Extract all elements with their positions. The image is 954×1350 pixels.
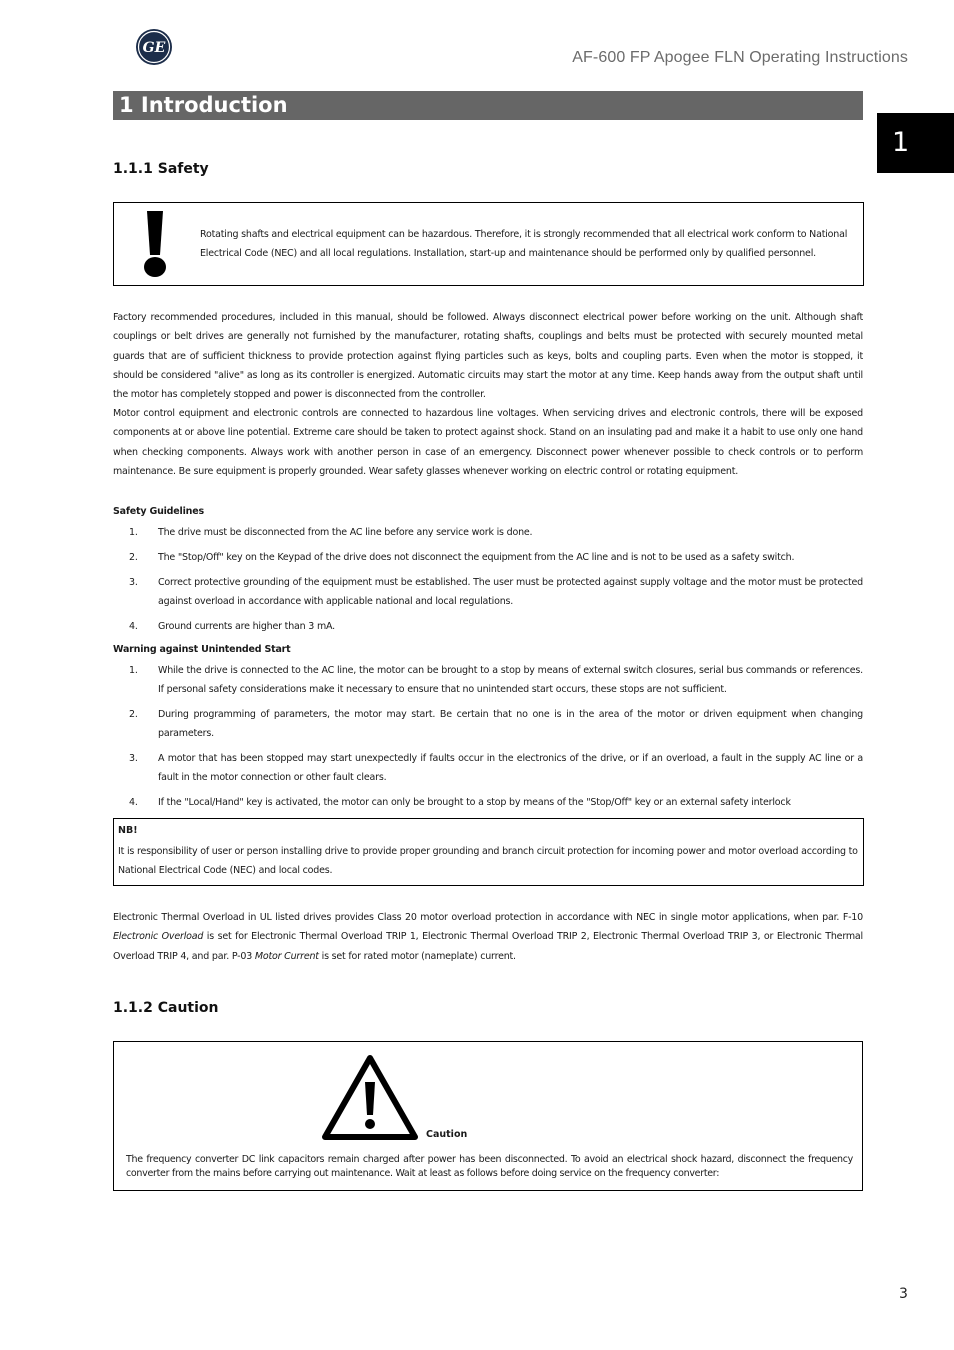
warning-triangle-icon — [320, 1052, 420, 1142]
list-item-number: 3. — [129, 577, 138, 588]
list-item — [113, 705, 863, 743]
list-item-number: 1. — [129, 527, 138, 538]
nb-label: NB! — [118, 825, 138, 836]
list-item-number: 2. — [129, 709, 138, 720]
thermal-text-3: is set for rated motor (nameplate) current. — [318, 950, 516, 962]
list-item — [113, 548, 863, 567]
list-item — [113, 573, 863, 611]
caution-box — [113, 1041, 863, 1191]
chapter-tab: 1 — [877, 113, 954, 173]
list-item — [113, 749, 863, 787]
nb-text: It is responsibility of user or person installing drive to provide proper grounding and branch circuit protection for incoming power and motor overload according to National Electrical Code (NEC) and local codes. — [118, 846, 858, 876]
list-item-number: 1. — [129, 665, 138, 676]
document-title: AF-600 FP Apogee FLN Operating Instructions — [572, 49, 908, 66]
list-item — [113, 523, 863, 542]
list-item-text: The drive must be disconnected from the AC line before any service work is done. — [158, 527, 533, 538]
parameter-name-electronic-overload: Electronic Overload — [113, 931, 204, 943]
list-item-number: 4. — [129, 621, 138, 632]
exclamation-icon — [143, 211, 167, 277]
list-item-number: 2. — [129, 552, 138, 563]
list-item-number: 4. — [129, 797, 138, 808]
list-item — [113, 661, 863, 699]
thermal-text-2: is set for Electronic Thermal Overload TRIP 1, Electronic Thermal Overload TRIP 2, Electronic Thermal Overload TRIP 3, or Electronic Thermal Overload TRIP 4, and par. P-03 — [113, 931, 863, 962]
logo-text: GE — [142, 40, 166, 56]
safety-guidelines-heading: Safety Guidelines — [113, 506, 204, 517]
list-item-text: Ground currents are higher than 3 mA. — [158, 621, 335, 632]
list-item-text: The "Stop/Off" key on the Keypad of the drive does not disconnect the equipment from the AC line and is not to be used as a safety switch. — [158, 552, 795, 563]
thermal-text-1: Electronic Thermal Overload in UL listed drives provides Class 20 motor overload protection in accordance with NEC in single motor applications, when par. F-10 — [113, 912, 863, 923]
list-item — [113, 617, 863, 636]
caution-text: The frequency converter DC link capacitors remain charged after power has been disconnected. To avoid an electrical shock hazard, disconnect the frequency converter from the mains before carrying out maintenance. Wait at least as follows before doing service on the frequency converter: — [126, 1154, 853, 1179]
nb-note-box — [113, 818, 864, 886]
list-item — [113, 793, 863, 812]
parameter-name-motor-current: Motor Current — [254, 950, 319, 962]
list-item-text: While the drive is connected to the AC line, the motor can be brought to a stop by means of external switch closures, serial bus commands or references. If personal safety considerations make it necessary to ensure that no unintended start occurs, these stops are not sufficient. — [158, 665, 863, 695]
list-item-text: If the "Local/Hand" key is activated, the motor can only be brought to a stop by means of the "Stop/Off" key or an external safety interlock — [158, 797, 791, 808]
chapter-title: 1 Introduction — [113, 91, 863, 120]
safety-warning-text: Rotating shafts and electrical equipment can be hazardous. Therefore, it is strongly recommended that all electrical work conform to National Electrical Code (NEC) and all local regulations. Installation, start-up and maintenance should be performed only by qualified personnel. — [200, 229, 848, 259]
list-item-text: A motor that has been stopped may start unexpectedly if faults occur in the electronics of the drive, or if an overload, a fault in the supply AC line or a fault in the motor connection or other fault clears. — [158, 753, 863, 783]
safety-warning-box — [113, 202, 864, 286]
safety-paragraph-2: Motor control equipment and electronic controls are connected to hazardous line voltages. When servicing drives and electronic controls, there will be exposed components at or above line potential. Extreme care should be taken to protect against shock. Stand on an insulating pad and make it a habit to use only one hand when checking components. Always work with another person in case of an emergency. Disconnect power whenever possible to check controls or to perform maintenance. Be sure equipment is properly grounded. Wear safety glasses whenever working on electric control or rotating equipment. — [113, 408, 863, 477]
thermal-overload-paragraph — [113, 908, 863, 966]
section-heading-caution: 1.1.2 Caution — [113, 1000, 219, 1016]
section-heading-safety: 1.1.1 Safety — [113, 161, 209, 177]
caution-label: Caution — [426, 1129, 468, 1140]
list-item-text: During programming of parameters, the motor may start. Be certain that no one is in the area of the motor or driven equipment when changing parameters. — [158, 709, 863, 739]
list-item-number: 3. — [129, 753, 138, 764]
ge-logo — [135, 28, 173, 66]
page-number: 3 — [899, 1286, 908, 1302]
unintended-start-heading: Warning against Unintended Start — [113, 644, 291, 655]
list-item-text: Correct protective grounding of the equipment must be established. The user must be protected against supply voltage and the motor must be protected against overload in accordance with applicable national and local regulations. — [158, 577, 863, 607]
safety-paragraph-1: Factory recommended procedures, included in this manual, should be followed. Always disconnect electrical power before working on the unit. Although shaft couplings or belt drives are generally not furnished by the manufacturer, rotating shafts, couplings and belts must be protected with securely mounted metal guards that are of sufficient thickness to provide protection against flying particles such as keys, bolts and coupling parts. Even when the motor is stopped, it should be considered "alive" as long as its controller is energized. Automatic circuits may start the motor at any time. Keep hands away from the output shaft until the motor has completely stopped and power is disconnected from the controller. — [113, 312, 863, 401]
